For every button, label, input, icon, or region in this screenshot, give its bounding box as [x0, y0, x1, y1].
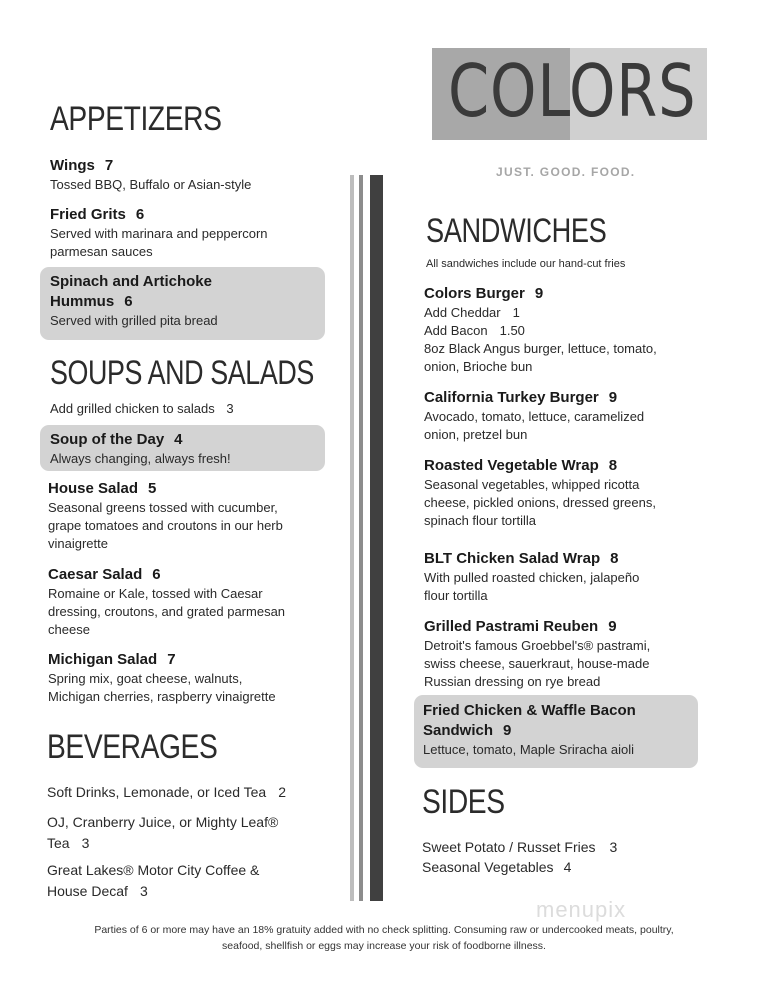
item-name: House Salad: [48, 480, 139, 497]
stripe-dark: [370, 175, 383, 901]
extra-label: Add Cheddar: [424, 305, 501, 320]
tagline: JUST. GOOD. FOOD.: [496, 165, 636, 179]
item-price: 9: [608, 389, 618, 406]
item-desc: parmesan sauces: [50, 244, 153, 259]
item-desc: grape tomatoes and croutons in our herb: [48, 518, 283, 533]
side-price: 3: [609, 839, 618, 855]
footer-disclaimer: [40, 922, 728, 954]
item-name: Hummus: [50, 293, 115, 310]
menu-item-hummus: [50, 272, 320, 330]
item-desc: onion, pretzel bun: [424, 427, 528, 442]
soups-salads-title: SOUPS AND SALADS: [50, 354, 314, 392]
salad-note-text: Add grilled chicken to salads: [50, 401, 215, 416]
menu-item-vegetable-wrap: [424, 456, 724, 530]
item-desc: Detroit's famous Groebbel's® pastrami,: [424, 638, 651, 653]
item-name: Caesar Salad: [48, 566, 143, 583]
item-price: 8: [610, 550, 619, 567]
stripe-mid: [359, 175, 363, 901]
stripe-light: [350, 175, 354, 901]
item-price: 7: [167, 651, 176, 668]
item-price: 9: [503, 722, 512, 739]
extra-label: Add Bacon: [424, 323, 488, 338]
item-price: 6: [135, 206, 145, 223]
item-name: Grilled Pastrami Reuben: [424, 618, 599, 635]
item-price: 5: [148, 480, 157, 497]
beverage-item: [47, 812, 347, 854]
side-item: [422, 837, 617, 858]
menu-item-house-salad: [48, 479, 343, 553]
item-name: California Turkey Burger: [424, 389, 599, 406]
side-label: Seasonal Vegetables: [422, 859, 554, 875]
item-name: BLT Chicken Salad Wrap: [424, 550, 601, 567]
item-desc: Seasonal vegetables, whipped ricotta: [424, 477, 640, 492]
side-price: 4: [563, 859, 572, 875]
appetizers-title: APPETIZERS: [50, 100, 222, 138]
salad-note: [50, 400, 234, 418]
menu-item-pastrami-reuben: [424, 617, 724, 691]
item-price: 9: [608, 618, 617, 635]
item-price: 6: [152, 566, 161, 583]
sandwiches-title: SANDWICHES: [426, 212, 607, 250]
item-price: 8: [608, 457, 618, 474]
item-desc: swiss cheese, sauerkraut, house-made: [424, 656, 650, 671]
logo-text: COLORS: [448, 49, 697, 133]
item-desc: Romaine or Kale, tossed with Caesar: [48, 586, 263, 601]
item-desc: Tossed BBQ, Buffalo or Asian-style: [50, 177, 252, 192]
item-desc: Lettuce, tomato, Maple Sriracha aioli: [423, 742, 634, 757]
item-name: Sandwich: [423, 722, 494, 739]
sides-title: SIDES: [422, 783, 505, 821]
item-desc: cheese: [48, 622, 90, 637]
item-desc: Spring mix, goat cheese, walnuts,: [48, 671, 243, 686]
watermark: menupix: [536, 897, 627, 922]
item-desc: Served with grilled pita bread: [50, 313, 218, 328]
item-price: 7: [104, 157, 114, 174]
item-name: Colors Burger: [424, 285, 525, 302]
item-desc: Seasonal greens tossed with cucumber,: [48, 500, 278, 515]
item-name: Soup of the Day: [50, 431, 165, 448]
item-desc: vinaigrette: [48, 536, 108, 551]
salad-note-price: 3: [226, 401, 234, 416]
beverage-item: [47, 782, 347, 803]
item-name: Roasted Vegetable Wrap: [424, 457, 599, 474]
sandwiches-note: All sandwiches include our hand-cut fries: [426, 258, 626, 270]
item-name: Wings: [50, 157, 95, 174]
beverage-label: Great Lakes® Motor City Coffee &: [47, 862, 260, 878]
extra-price: 1: [512, 305, 520, 320]
beverage-price: 3: [139, 883, 148, 899]
menu-item-soup: [50, 430, 320, 468]
item-desc: Avocado, tomato, lettuce, caramelized: [424, 409, 645, 424]
item-desc: Served with marinara and peppercorn: [50, 226, 268, 241]
item-desc: Always changing, always fresh!: [50, 451, 231, 466]
footer-line: seafood, shellfish or eggs may increase your risk of foodborne illness.: [222, 940, 546, 952]
item-desc: Russian dressing on rye bread: [424, 674, 601, 689]
menu-item-blt-wrap: [424, 549, 724, 605]
item-price: 9: [534, 285, 544, 302]
menu-item-fried-grits: [50, 205, 340, 261]
menu-item-wings: [50, 156, 340, 194]
menu-item-caesar-salad: [48, 565, 343, 639]
item-name: Fried Chicken & Waffle Bacon: [423, 702, 636, 719]
item-desc: flour tortilla: [424, 588, 488, 603]
item-desc: With pulled roasted chicken, jalapeño: [424, 570, 640, 585]
item-name: Spinach and Artichoke: [50, 273, 212, 290]
side-item: [422, 857, 571, 878]
beverage-price: 2: [278, 784, 286, 800]
beverage-price: 3: [81, 835, 90, 851]
menu-item-turkey-burger: [424, 388, 724, 444]
item-price: 6: [124, 293, 133, 310]
beverage-label: House Decaf: [47, 883, 128, 899]
beverages-title: BEVERAGES: [47, 728, 218, 766]
side-label: Sweet Potato / Russet Fries: [422, 839, 596, 855]
extra-price: 1.50: [499, 323, 525, 338]
beverage-label: Soft Drinks, Lemonade, or Iced Tea: [47, 784, 267, 800]
item-desc: Michigan cherries, raspberry vinaigrette: [48, 689, 276, 704]
menu-item-colors-burger: [424, 284, 724, 376]
menu-item-michigan-salad: [48, 650, 343, 706]
beverage-label: Tea: [47, 835, 70, 851]
item-desc: cheese, pickled onions, dressed greens,: [424, 495, 656, 510]
footer-line: Parties of 6 or more may have an 18% gratuity added with no check splitting. Consuming raw or undercooked meats, poultry,: [94, 924, 674, 936]
item-desc: onion, Brioche bun: [424, 359, 533, 374]
item-desc: 8oz Black Angus burger, lettuce, tomato,: [424, 341, 657, 356]
item-name: Fried Grits: [50, 206, 126, 223]
item-desc: spinach flour tortilla: [424, 513, 536, 528]
item-name: Michigan Salad: [48, 651, 158, 668]
item-price: 4: [174, 431, 183, 448]
item-desc: dressing, croutons, and grated parmesan: [48, 604, 286, 619]
menu-item-chicken-waffle: [423, 701, 693, 759]
beverage-item: [47, 860, 347, 902]
beverage-label: OJ, Cranberry Juice, or Mighty Leaf®: [47, 814, 279, 830]
